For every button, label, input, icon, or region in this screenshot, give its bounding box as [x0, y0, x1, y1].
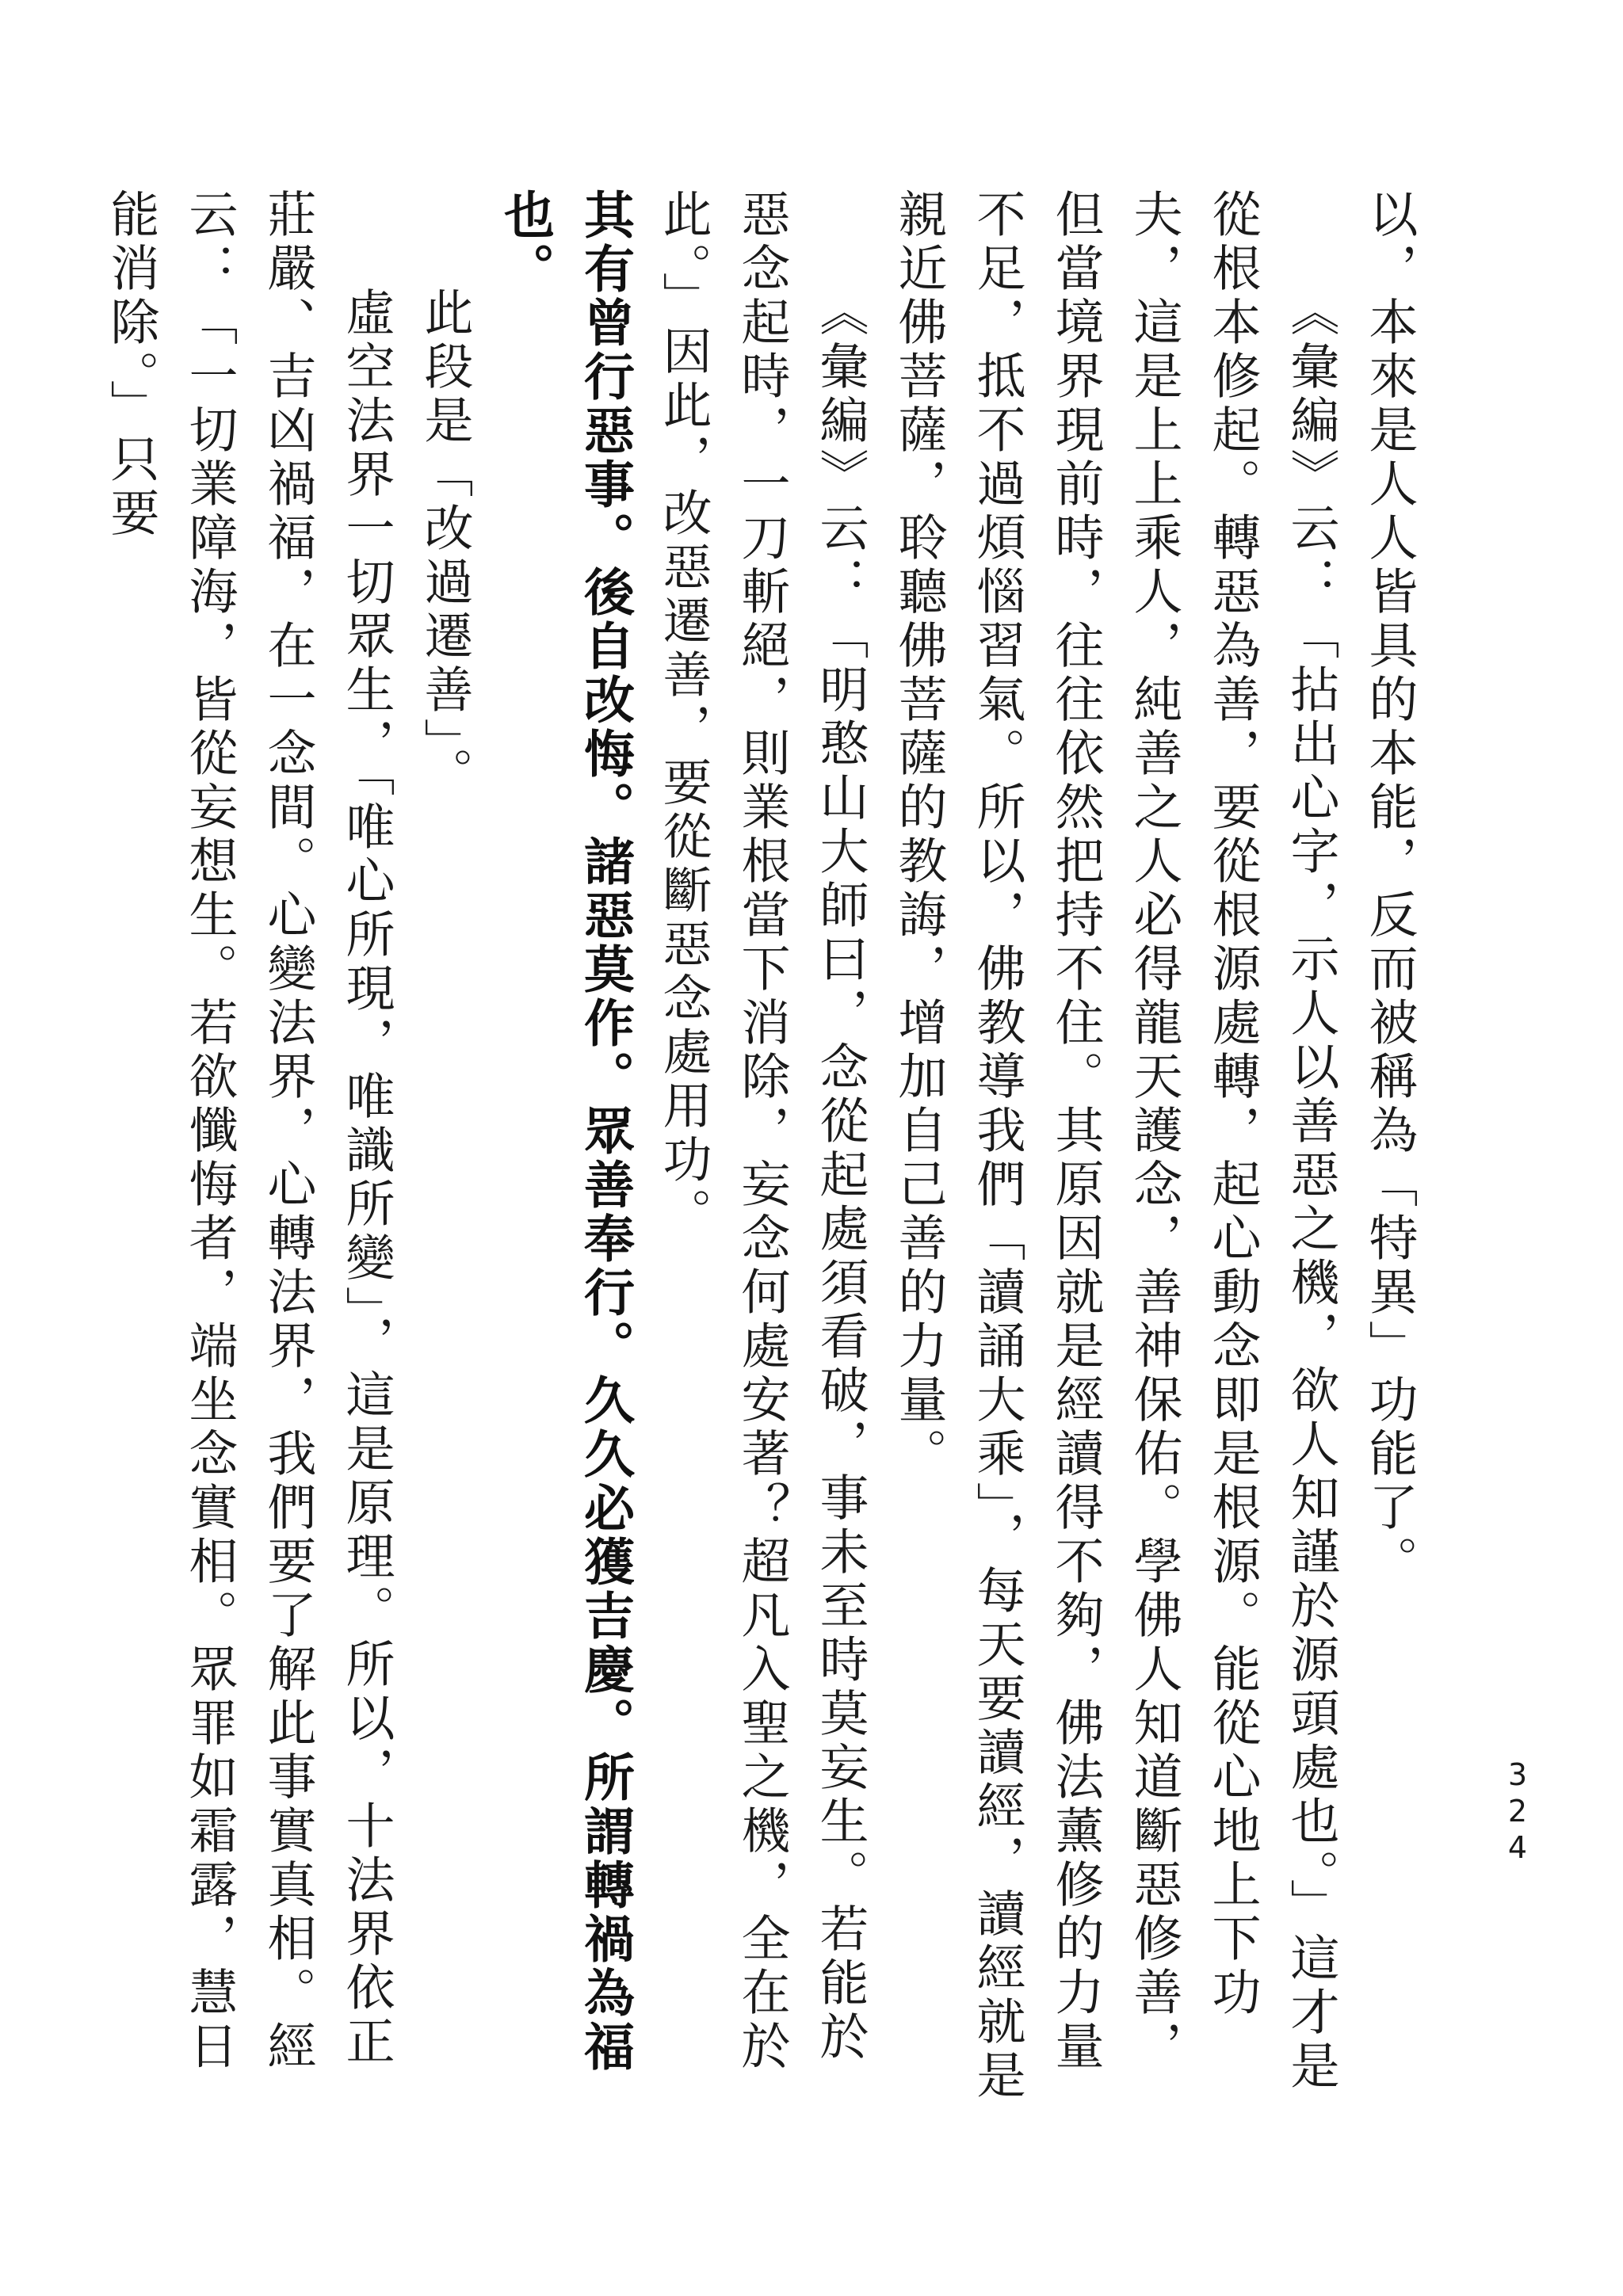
page-number: 324 — [1500, 1757, 1535, 1867]
paragraph-section-note: 此段是「改過遷善」。 — [416, 287, 474, 801]
paragraph-huibian-heart: 《彙編》云：「拈出心字，示人以善惡之機，欲人知謹於源頭處也。」這才是從根本修起。轉惡為善，要從根源處轉，起心動念即是根源。能從心地上下功夫，這是上上乘人，純善之人必得龍天護念，善神保佑。學佛人知道斷惡修善，但當境界現前時，往往依然把持不住。其原因就是經讀得不夠，佛法薰修的力量不足，抵不過煩惱習氣。所以，佛教導我們「讀誦大乘」，每天要讀經，讀經就是親近佛菩薩，聆聽佛菩薩的教誨，增加自己善的力量。 — [890, 189, 1340, 2103]
vertical-text-body — [92, 189, 1429, 2106]
paragraph-hanshan-quote: 《彙編》云：「明憨山大師曰，念從起處須看破，事未至時莫妄生。若能於惡念起時，一刀斬絕，則業根當下消除，妄念何處安著？超凡入聖之機，全在於此。」因此，改惡遷善，要從斷惡念處用功。 — [655, 189, 869, 2074]
paragraph-mind-dharma-realm: 虛空法界一切眾生，「唯心所現，唯識所變」，這是原理。所以，十法界依正莊嚴、吉凶禍福，在一念間。心變法界，心轉法界，我們要了解此事實真相。經云：「一切業障海，皆從妄想生。若欲懺悔者，端坐念實相。眾罪如霜露，慧日能消除。」只要 — [102, 189, 395, 2074]
scripture-passage: 其有曾行惡事。後自改悔。諸惡莫作。眾善奉行。久久必獲吉慶。所謂轉禍為福也。 — [495, 189, 634, 2074]
paragraph-continuation: 以，本來是人人皆具的本能，反而被稱為「特異」功能了。 — [1361, 189, 1419, 1589]
